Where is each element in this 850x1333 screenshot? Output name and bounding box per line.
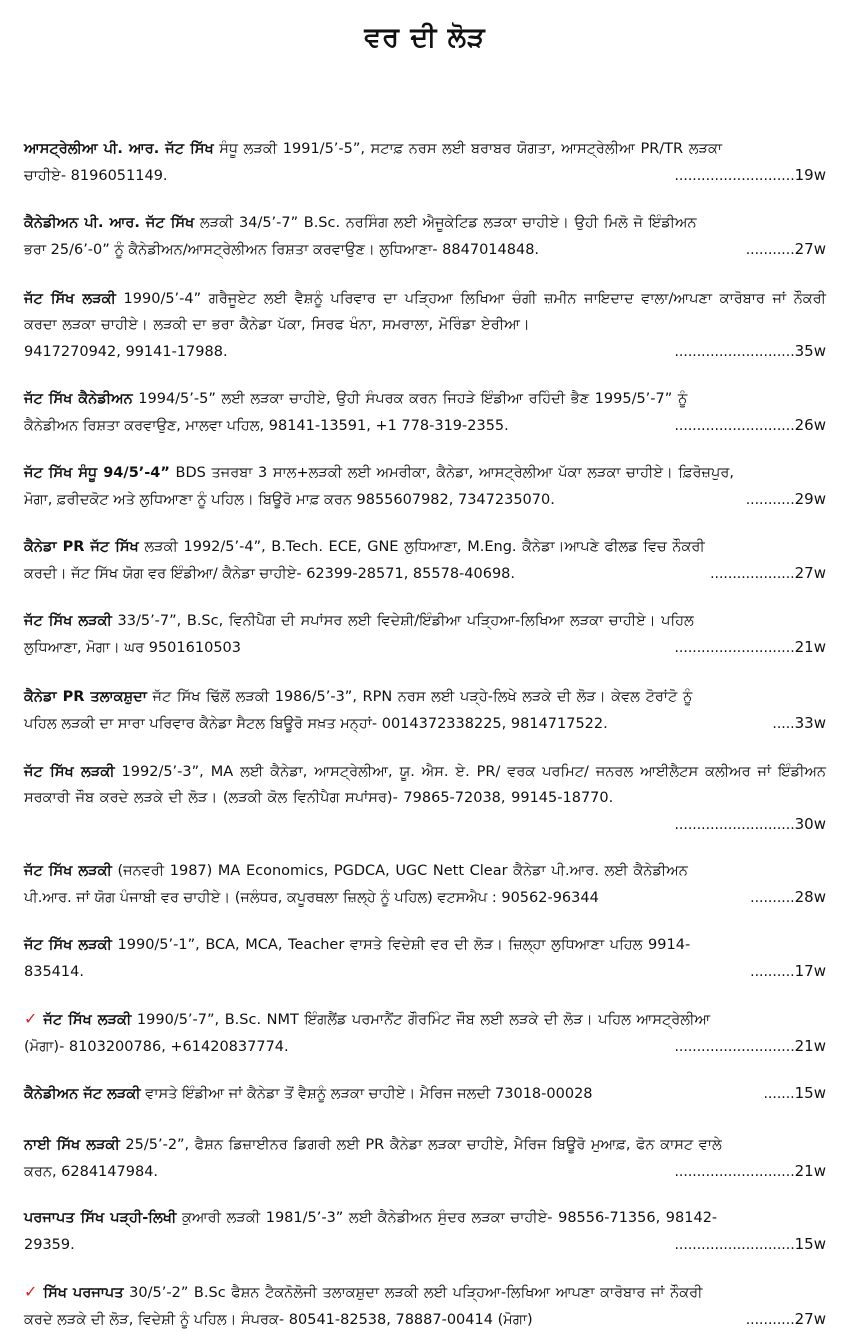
checkmark-icon: ✓ — [24, 1009, 38, 1028]
ad-heading: ਜੱਟ ਸਿੱਖ ਸੰਧੂ 94/5’-4” — [24, 465, 170, 481]
dot-leader: ........... — [745, 492, 795, 508]
dot-leader: ................... — [710, 566, 795, 582]
ad-text: BDS ਤਜਰਬਾ 3 ਸਾਲ+ਲੜਕੀ ਲਈ ਅਮਰੀਕਾ, ਕੈਨੇਡਾ, ਆਸਟ੍ਰੇਲੀਆ ਪੱਕਾ ਲੜਕਾ ਚਾਹੀਏ। ਫ਼ਿਰੋਜ਼ਪੁਰ, — [169, 465, 734, 481]
ad-text: 1990/5’-7”, B.Sc. NMT ਇੰਗਲੈਂਡ ਪਰਮਾਨੈਂਟ ਗੌਰਮਿੰਟ ਜੌਬ ਲਈ ਲੜਕੇ ਦੀ ਲੋੜ। ਪਹਿਲ ਆਸਟ੍ਰੇਲੀਆ — [131, 1012, 711, 1028]
ad-last-line — [24, 1080, 826, 1107]
ad-last-line — [24, 1033, 826, 1060]
ad-code: 27w — [794, 240, 826, 258]
ad-code: 35w — [794, 342, 826, 360]
dot-leader: ........................... — [674, 168, 795, 184]
ad-last-line — [24, 236, 826, 263]
ad-heading: ਕੈਨੇਡੀਅਨ ਜੱਟ ਲੜਕੀ — [24, 1086, 141, 1102]
ad-body — [24, 608, 826, 634]
ad-body — [24, 1205, 826, 1231]
ad-text: 1990/5’-1”, BCA, MCA, Teacher ਵਾਸਤੇ ਵਿਦੇਸ਼ੀ ਵਰ ਦੀ ਲੋੜ। ਜ਼ਿਲ੍ਹਾ ਲੁਧਿਆਣਾ ਪਹਿਲ 9914- — [111, 937, 691, 953]
ad-last-line — [24, 1306, 826, 1333]
ad-text: 33/5’-7”, B.Sc, ਵਿਨੀਪੈਗ ਦੀ ਸਪਾਂਸਰ ਲਈ ਵਿਦੇਸ਼ੀ/ਇੰਡੀਆ ਪੜ੍ਹਿਆ-ਲਿਖਿਆ ਲੜਕਾ ਚਾਹੀਏ। ਪਹਿਲ — [111, 613, 694, 629]
ad-body — [24, 286, 826, 338]
ad-heading: ਕੈਨੇਡਾ PR ਤਲਾਕਸ਼ੁਦਾ — [24, 689, 147, 705]
dot-leader: ..... — [772, 716, 795, 732]
ad-text: ਜੱਟ ਸਿੱਖ ਢਿੱਲੋਂ ਲੜਕੀ 1986/5’-3”, RPN ਨਰਸ ਲਈ ਪੜ੍ਹੇ-ਲਿਖੇ ਲੜਕੇ ਦੀ ਲੋੜ। ਕੇਵਲ ਟੋਰਾਂਟੋ ਨੂੰ — [146, 689, 693, 705]
dot-leader: ........... — [745, 1312, 795, 1328]
dot-leader: ........................... — [674, 640, 795, 656]
ad-text: ਕੁਆਰੀ ਲੜਕੀ 1981/5’-3” ਲਈ ਕੈਨੇਡੀਅਨ ਸੁੰਦਰ ਲੜਕਾ ਚਾਹੀਏ- 98556-71356, 98142- — [176, 1210, 718, 1226]
ad-last-line — [24, 1158, 826, 1185]
ad-body — [24, 1132, 826, 1158]
ad-contact: 835414. — [24, 964, 84, 980]
ad-text: (ਜਨਵਰੀ 1987) MA Economics, PGDCA, UGC Nett Clear ਕੈਨੇਡਾ ਪੀ.ਆਰ. ਲਈ ਕੈਨੇਡੀਅਨ — [111, 863, 688, 879]
ad-code: 27w — [794, 564, 826, 582]
ad-text: ਲੜਕੀ 34/5’-7” B.Sc. ਨਰਸਿੰਗ ਲਈ ਐਜੂਕੇਟਿਡ ਲੜਕਾ ਚਾਹੀਏ। ਉਹੀ ਮਿਲੋ ਜੋ ਇੰਡੀਅਨ — [194, 215, 697, 231]
classified-ad — [24, 1279, 826, 1333]
classified-ad — [24, 386, 826, 439]
ad-text: 1990/5’-4” ਗਰੈਜੂਏਟ ਲਈ ਵੈਸ਼ਨੂੰ ਪਰਿਵਾਰ ਦਾ ਪੜ੍ਹਿਆ ਲਿਖਿਆ ਚੰਗੀ ਜ਼ਮੀਨ ਜਾਇਦਾਦ ਵਾਲਾ/ਆਪਣਾ ਕਾਰੋਬਾਰ ਜਾਂ ਨੌਕਰੀ ਕਰਦਾ ਲੜਕਾ ਚਾਹੀਏ। ਲੜਕੀ ਦਾ ਭਰਾ ਕੈਨੇਡਾ ਪੱਕਾ, ਸਿਰਫ ਖੰਨਾ, ਸਮਰਾਲਾ, ਮੋਰਿੰਡਾ ਏਰੀਆ। — [24, 291, 826, 333]
ad-text: 1992/5’-3”, MA ਲਈ ਕੈਨੇਡਾ, ਆਸਟ੍ਰੇਲੀਆ, ਯੂ. ਐਸ. ਏ. PR/ ਵਰਕ ਪਰਮਿਟ/ ਜਨਰਲ ਆਈਲੈਟਸ ਕਲੀਅਰ ਜਾਂ ਇੰਡੀਅਨ ਸਰਕਾਰੀ ਜੌਬ ਕਰਦੇ ਲੜਕੇ ਦੀ ਲੋੜ। (ਲੜਕੀ ਕੋਲ ਵਿਨੀਪੈਗ ਸਪਾਂਸਰ)- 79865-72038, 99145-18770. — [24, 764, 826, 806]
ad-contact: (ਮੋਗਾ)- 8103200786, +61420837774. — [24, 1039, 289, 1055]
ad-last-line — [24, 884, 826, 911]
classified-ad — [24, 759, 826, 838]
ad-contact: ਭਰਾ 25/6’-0” ਨੂੰ ਕੈਨੇਡੀਅਨ/ਆਸਟ੍ਰੇਲੀਅਨ ਰਿਸ਼ਤਾ ਕਰਵਾਉਣ। ਲੁਧਿਆਣਾ- 8847014848. — [24, 242, 540, 258]
ad-text: ਸੰਧੂ ਲੜਕੀ 1991/5’-5”, ਸਟਾਫ਼ ਨਰਸ ਲਈ ਬਰਾਬਰ ਯੋਗਤਾ, ਆਸਟ੍ਰੇਲੀਆ PR/TR ਲੜਕਾ — [213, 141, 723, 157]
dot-leader: .......... — [750, 890, 795, 906]
dot-leader: ........................... — [674, 1164, 795, 1180]
ad-body — [24, 932, 826, 958]
dot-leader: ........................... — [674, 418, 795, 434]
ad-code: 21w — [794, 1037, 826, 1055]
ad-heading: ਸਿੱਖ ਪਰਜਾਪਤ — [43, 1285, 124, 1301]
ad-last-line — [24, 338, 826, 365]
classified-ad — [24, 1205, 826, 1258]
classified-ad — [24, 210, 826, 263]
classified-ad — [24, 1080, 826, 1107]
ad-last-line — [24, 1231, 826, 1258]
ad-text: 30/5’-2” B.Sc ਫੈਸ਼ਨ ਟੈਕਨੋਲੋਜੀ ਤਲਾਕਸ਼ੁਦਾ ਲੜਕੀ ਲਈ ਪੜ੍ਹਿਆ-ਲਿਖਿਆ ਆਪਣਾ ਕਾਰੋਬਾਰ ਜਾਂ ਨੌਕਰੀ — [123, 1285, 703, 1301]
ad-contact: 9417270942, 99141-17988. — [24, 344, 228, 360]
dot-leader: ........................... — [674, 344, 795, 360]
ad-code: 27w — [794, 1310, 826, 1328]
ad-code: 26w — [794, 416, 826, 434]
ad-heading: ਆਸਟ੍ਰੇਲੀਆ ਪੀ. ਆਰ. ਜੱਟ ਸਿੱਖ — [24, 141, 214, 157]
ad-code: 21w — [794, 638, 826, 656]
ad-text: ਲੜਕੀ 1992/5’-4”, B.Tech. ECE, GNE ਲੁਧਿਆਣਾ, M.Eng. ਕੈਨੇਡਾ।ਆਪਣੇ ਫੀਲਡ ਵਿਚ ਨੌਕਰੀ — [138, 539, 705, 555]
classified-ad — [24, 1006, 826, 1060]
dot-leader: ........... — [745, 242, 795, 258]
ad-contact: ਕੈਨੇਡੀਅਨ ਰਿਸ਼ਤਾ ਕਰਵਾਉਣ, ਮਾਲਵਾ ਪਹਿਲ, 98141-13591, +1 778-319-2355. — [24, 418, 509, 434]
classified-ad — [24, 932, 826, 985]
ad-body — [24, 534, 826, 560]
checkmark-icon: ✓ — [24, 1282, 38, 1301]
ad-code: 19w — [794, 166, 826, 184]
ad-text: 1994/5’-5” ਲਈ ਲੜਕਾ ਚਾਹੀਏ, ਉਹੀ ਸੰਪਰਕ ਕਰਨ ਜਿਹੜੇ ਇੰਡੀਆ ਰਹਿੰਦੀ ਭੈਣ 1995/5’-7” ਨੂੰ — [132, 391, 688, 407]
classified-ad — [24, 286, 826, 365]
classified-ad — [24, 136, 826, 189]
ad-contact: ਚਾਹੀਏ- 8196051149. — [24, 168, 168, 184]
ad-code: 21w — [794, 1162, 826, 1180]
dot-leader: ....... — [763, 1086, 795, 1102]
ad-heading: ਜੱਟ ਸਿੱਖ ਲੜਕੀ — [24, 764, 115, 780]
ad-body — [24, 136, 826, 162]
ad-last-line — [24, 634, 826, 661]
ad-last-line — [24, 560, 826, 587]
ad-body — [24, 684, 826, 710]
ad-heading: ਜੱਟ ਸਿੱਖ ਲੜਕੀ — [24, 291, 116, 307]
ad-last-line — [24, 162, 826, 189]
classified-ad — [24, 684, 826, 737]
dot-leader: ........................... — [674, 1039, 795, 1055]
dot-leader: ........................... — [674, 1237, 795, 1253]
ad-code: 15w — [794, 1084, 826, 1102]
ad-last-line — [24, 486, 826, 513]
ad-code: 15w — [794, 1235, 826, 1253]
ad-last-line — [24, 958, 826, 985]
page-title: ਵਰ ਦੀ ਲੋੜ — [364, 22, 486, 53]
ad-contact: ਲੁਧਿਆਣਾ, ਮੋਗਾ। ਘਰ 9501610503 — [24, 640, 241, 656]
ad-contact: ਕਰਦੇ ਲੜਕੇ ਦੀ ਲੋੜ, ਵਿਦੇਸ਼ੀ ਨੂੰ ਪਹਿਲ। ਸੰਪਰਕ- 80541-82538, 78887-00414 (ਮੋਗਾ) — [24, 1312, 533, 1328]
ad-contact: ਕਰਨ, 6284147984. — [24, 1164, 159, 1180]
ad-body — [24, 858, 826, 884]
dot-leader: ........................... — [674, 817, 795, 833]
ad-heading: ਪਰਜਾਪਤ ਸਿੱਖ ਪੜ੍ਹੀ-ਲਿਖੀ — [24, 1210, 177, 1226]
ad-contact: ਵਾਸਤੇ ਇੰਡੀਆ ਜਾਂ ਕੈਨੇਡਾ ਤੋਂ ਵੈਸ਼ਨੂੰ ਲੜਕਾ ਚਾਹੀਏ। ਮੈਰਿਜ ਜਲਦੀ 73018-00028 — [140, 1086, 593, 1102]
classified-ad — [24, 534, 826, 587]
ad-last-line — [24, 412, 826, 439]
ad-heading: ਜੱਟ ਸਿੱਖ ਲੜਕੀ — [24, 613, 112, 629]
ad-contact: 29359. — [24, 1237, 75, 1253]
classified-ad — [24, 608, 826, 661]
ad-heading: ਕੈਨੇਡਾ PR ਜੱਟ ਸਿੱਖ — [24, 539, 139, 555]
ad-heading: ਜੱਟ ਸਿੱਖ ਲੜਕੀ — [24, 863, 112, 879]
ad-body — [24, 386, 826, 412]
ad-code: 29w — [794, 490, 826, 508]
ad-heading: ਜੱਟ ਸਿੱਖ ਕੈਨੇਡੀਅਨ — [24, 391, 133, 407]
ad-body — [24, 759, 826, 811]
ad-text: 25/5’-2”, ਫੈਸ਼ਨ ਡਿਜ਼ਾਈਨਰ ਡਿਗਰੀ ਲਈ PR ਕੈਨੇਡਾ ਲੜਕਾ ਚਾਹੀਏ, ਮੈਰਿਜ ਬਿਊਰੋ ਮੁਆਫ਼, ਫੋਨ ਕਾਸਟ ਵਾਲੇ — [119, 1137, 722, 1153]
dot-leader: .......... — [750, 964, 795, 980]
ad-contact: ਮੋਗਾ, ਫ਼ਰੀਦਕੋਟ ਅਤੇ ਲੁਧਿਆਣਾ ਨੂੰ ਪਹਿਲ। ਬਿਊਰੋ ਮਾਫ਼ ਕਰਨ 9855607982, 7347235070. — [24, 492, 555, 508]
ad-code: 30w — [794, 815, 826, 833]
ad-last-line — [24, 811, 826, 838]
classified-ad — [24, 460, 826, 513]
ad-heading: ਕੈਨੇਡੀਅਨ ਪੀ. ਆਰ. ਜੱਟ ਸਿੱਖ — [24, 215, 195, 231]
ad-code: 33w — [794, 714, 826, 732]
ad-contact: ਪਹਿਲ ਲੜਕੀ ਦਾ ਸਾਰਾ ਪਰਿਵਾਰ ਕੈਨੇਡਾ ਸੈਟਲ ਬਿਊਰੋ ਸਖ਼ਤ ਮਨ੍ਹਾਂ- 0014372338225, 9814717522. — [24, 716, 608, 732]
ad-code: 17w — [794, 962, 826, 980]
ad-code: 28w — [794, 888, 826, 906]
classified-ad — [24, 858, 826, 911]
ad-contact: ਪੀ.ਆਰ. ਜਾਂ ਯੋਗ ਪੰਜਾਬੀ ਵਰ ਚਾਹੀਏ। (ਜਲੰਧਰ, ਕਪੂਰਥਲਾ ਜ਼ਿਲ੍ਹੇ ਨੂੰ ਪਹਿਲ) ਵਟਸਐਪ : 90562-96344 — [24, 890, 599, 906]
ad-body — [24, 460, 826, 486]
ad-body — [24, 1006, 826, 1033]
ad-heading: ਨਾਈ ਸਿੱਖ ਲੜਕੀ — [24, 1137, 120, 1153]
classified-ad — [24, 1132, 826, 1185]
ad-last-line — [24, 710, 826, 737]
ad-body — [24, 210, 826, 236]
ad-heading: ਜੱਟ ਸਿੱਖ ਲੜਕੀ — [24, 937, 112, 953]
ad-heading: ਜੱਟ ਸਿੱਖ ਲੜਕੀ — [43, 1012, 132, 1028]
ad-contact: ਕਰਦੀ। ਜੱਟ ਸਿੱਖ ਯੋਗ ਵਰ ਇੰਡੀਆ/ ਕੈਨੇਡਾ ਚਾਹੀਏ- 62399-28571, 85578-40698. — [24, 566, 516, 582]
